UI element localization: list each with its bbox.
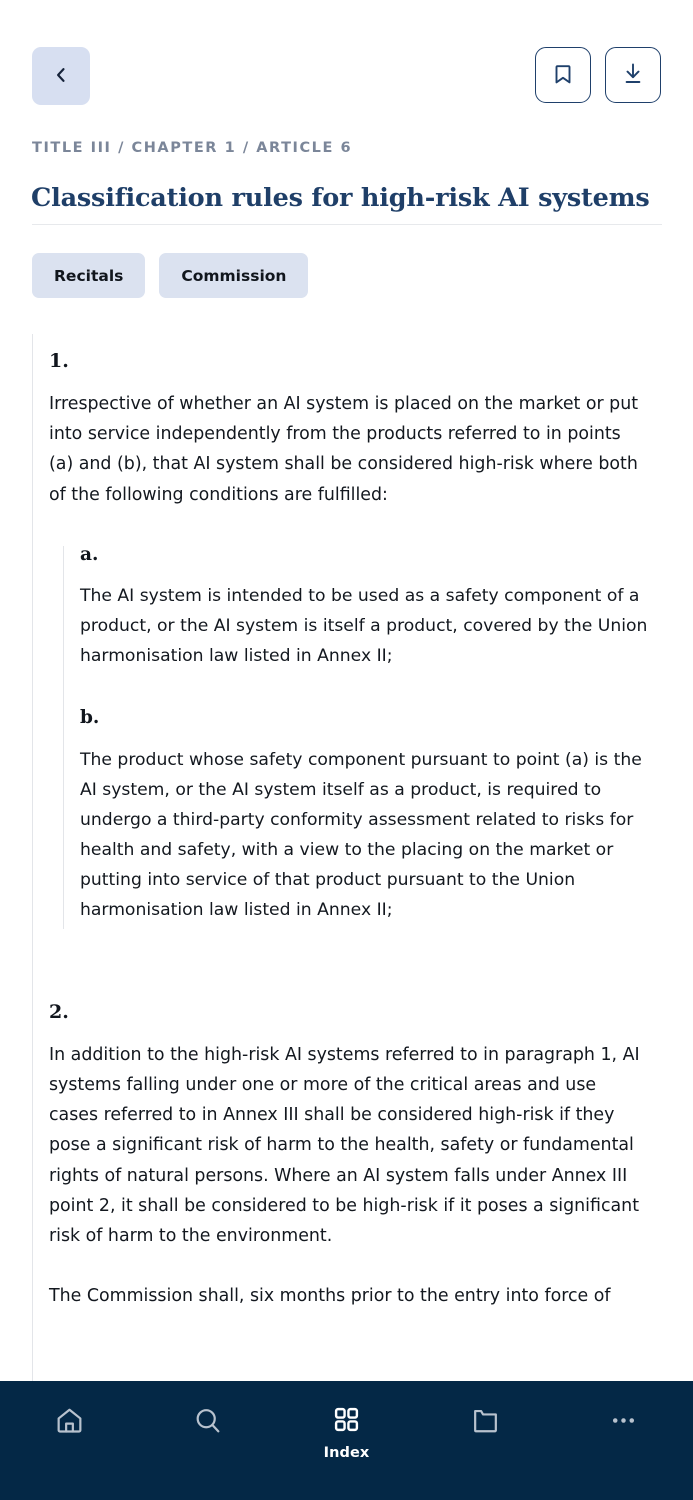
subpoint-b bbox=[80, 709, 662, 925]
paragraph-text-continued: The Commission shall, six months prior to the entry into force of bbox=[49, 1286, 611, 1307]
grid-icon bbox=[332, 1405, 361, 1438]
subpoint-text: The product whose safety component pursuant to point (a) is the AI system, or the AI system itself as a product, is required to undergo a third-party conformity assessment related to risks for health and safety, with a view to the placing on the market or putting into service of that product pursuant to the Union harmonisation law listed in Annex II; bbox=[80, 749, 642, 920]
bookmark-icon bbox=[551, 62, 575, 89]
subpoint-list bbox=[63, 543, 662, 929]
page-title: Classification rules for high-risk AI systems bbox=[31, 183, 650, 214]
subpoint-text: The AI system is intended to be used as a safety component of a product, or the AI system is itself a product, covered by the Union harmonisation law listed in Annex II; bbox=[80, 586, 648, 667]
subpoint-letter: b. bbox=[80, 707, 100, 729]
home-icon bbox=[54, 1405, 85, 1440]
download-icon bbox=[621, 61, 645, 90]
nav-item-index[interactable] bbox=[291, 1405, 401, 1461]
paragraph-number: 1. bbox=[49, 350, 69, 372]
paragraph-text: Irrespective of whether an AI system is placed on the market or put into service independently from the products referred to in points (a) and (b), that AI system shall be considered high-risk where both of the following conditions are fulfilled: bbox=[49, 394, 639, 505]
bottom-navigation bbox=[0, 1381, 693, 1500]
paragraph-number: 2. bbox=[49, 1000, 69, 1023]
nav-item-more[interactable] bbox=[569, 1405, 679, 1447]
subpoint-a bbox=[80, 543, 662, 672]
header-divider bbox=[32, 224, 662, 225]
chevron-left-icon bbox=[51, 65, 71, 88]
download-button[interactable] bbox=[605, 47, 661, 103]
paragraph-spacer bbox=[33, 929, 662, 985]
top-bar bbox=[0, 0, 693, 125]
search-icon bbox=[192, 1405, 223, 1440]
nav-label-index: Index bbox=[323, 1445, 370, 1461]
tab-commission[interactable]: Commission bbox=[159, 253, 308, 298]
tab-bar bbox=[32, 253, 308, 298]
paragraph-text: In addition to the high-risk AI systems referred to in paragraph 1, AI systems falling under one or more of the critical areas and use cases referred to in Annex III shall be considered high-risk if they pose a significant risk of harm to the health, safety or fundamental rights of natural persons. Where an AI system falls under Annex III point 2, it shall be considered to be high-risk if it poses a significant risk of harm to the environment. bbox=[49, 1044, 640, 1247]
article-body[interactable] bbox=[32, 334, 662, 1381]
paragraph-2 bbox=[33, 985, 662, 1312]
more-icon bbox=[608, 1405, 639, 1440]
tab-recitals[interactable]: Recitals bbox=[32, 253, 145, 298]
bookmark-button[interactable] bbox=[535, 47, 591, 103]
nav-item-folder[interactable] bbox=[430, 1405, 540, 1447]
nav-item-home[interactable] bbox=[14, 1405, 124, 1447]
nav-item-search[interactable] bbox=[153, 1405, 263, 1447]
back-button[interactable] bbox=[32, 47, 90, 105]
breadcrumb[interactable]: TITLE III / CHAPTER 1 / ARTICLE 6 bbox=[32, 140, 353, 156]
subpoint-letter: a. bbox=[80, 543, 99, 565]
folder-icon bbox=[470, 1405, 501, 1440]
top-bar-actions bbox=[535, 47, 661, 103]
paragraph-1 bbox=[33, 334, 662, 929]
